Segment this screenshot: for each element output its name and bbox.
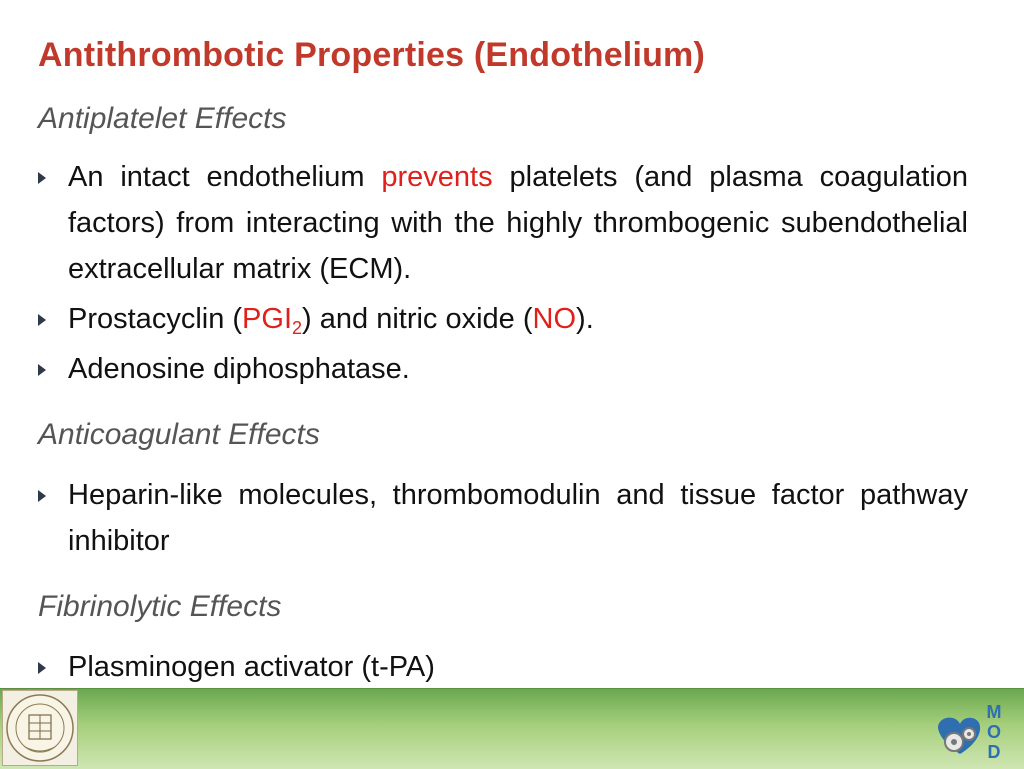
bullet-text: ). [576, 303, 594, 335]
bullet-text: platelets (and plasma coagulation factors) from interacting with the highly thrombogenic subendothelial extracellular matrix (ECM). [68, 161, 968, 285]
antiplatelet-list [36, 154, 968, 392]
bullet-text: Plasminogen activator (t-PA) [68, 651, 435, 683]
mod-gears-logo-icon [934, 700, 1010, 762]
page-title: Antithrombotic Properties (Endothelium) [38, 36, 706, 74]
university-seal-icon [2, 690, 78, 766]
section-heading-fibrinolytic: Fibrinolytic Effects [38, 590, 282, 623]
highlight-text: NO [532, 303, 577, 335]
triangle-right-icon [38, 662, 46, 674]
footer-bar [0, 688, 1024, 769]
logo-letter: D [987, 742, 1001, 762]
highlight-text: PGI [242, 303, 293, 335]
section-heading-antiplatelet: Antiplatelet Effects [38, 102, 287, 135]
triangle-right-icon [38, 314, 46, 326]
list-item [36, 346, 968, 392]
fibrinolytic-list [36, 644, 968, 690]
bullet-text: Prostacyclin ( [68, 303, 243, 335]
logo-letter: O [986, 722, 1002, 742]
triangle-right-icon [38, 172, 46, 184]
list-item [36, 154, 968, 292]
bullet-text: An intact endothelium [68, 161, 382, 193]
triangle-right-icon [38, 364, 46, 376]
section-heading-anticoagulant: Anticoagulant Effects [38, 418, 320, 451]
triangle-right-icon [38, 490, 46, 502]
highlight-text: prevents [381, 161, 493, 193]
bullet-text: Adenosine diphosphatase. [68, 353, 410, 385]
list-item [36, 644, 968, 690]
list-item [36, 472, 968, 564]
subscript: 2 [292, 318, 303, 338]
logo-letter: M [986, 702, 1002, 722]
bullet-text: ) and nitric oxide ( [302, 303, 533, 335]
bullet-text: Heparin-like molecules, thrombomodulin and tissue factor pathway inhibitor [68, 479, 968, 557]
list-item [36, 296, 968, 342]
anticoagulant-list [36, 472, 968, 564]
